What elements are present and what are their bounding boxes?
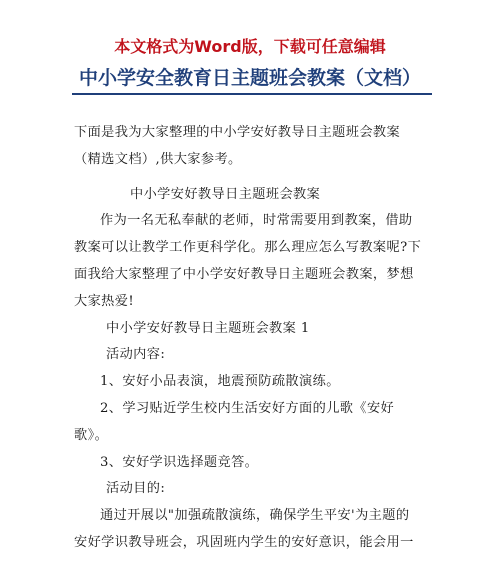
paragraph-line: 活动目的: [106,481,166,497]
paragraph-line: 教案可以让教学工作更科学化。那么理应怎么写教案呢?下 [74,240,422,256]
list-item: 2、学习贴近学生校内生活安好方面的儿歌《安好 [100,400,395,416]
paragraph-line: 面我给大家整理了中小学安好教导日主题班会教案，梦想 [74,266,414,282]
format-notice: 本文格式为Word版，下载可任意编辑 [114,37,386,56]
document-body [74,120,426,557]
paragraph-line: 歌》。 [74,427,109,443]
document-title: 中小学安全教育日主题班会教案（文档） [78,67,421,89]
list-item: 1、安好小品表演，地震预防疏散演练。 [100,374,340,390]
title-divider [72,93,432,95]
paragraph-line: （精选文档）,供大家参考。 [74,151,242,167]
paragraph-line: 作为一名无私奉献的老师，时常需要用到教案，借助 [100,213,413,229]
section-heading: 中小学安好教导日主题班会教案 [130,186,321,202]
paragraph-line: 下面是我为大家整理的中小学安好教导日主题班会教案 [74,125,401,140]
list-item: 3、安好学识选择题竞答。 [100,454,259,470]
lesson-plan-heading: 中小学安好教导日主题班会教案 1 [106,320,310,336]
paragraph-line: 活动内容: [106,347,166,363]
paragraph-line: 通过开展以"加强疏散演练，确保学生平安'为主题的 [100,508,410,524]
paragraph-line: 大家热爱! [74,293,135,309]
paragraph-line: 安好学识教导班会，巩固班内学生的安好意识，能会用一 [74,534,414,550]
